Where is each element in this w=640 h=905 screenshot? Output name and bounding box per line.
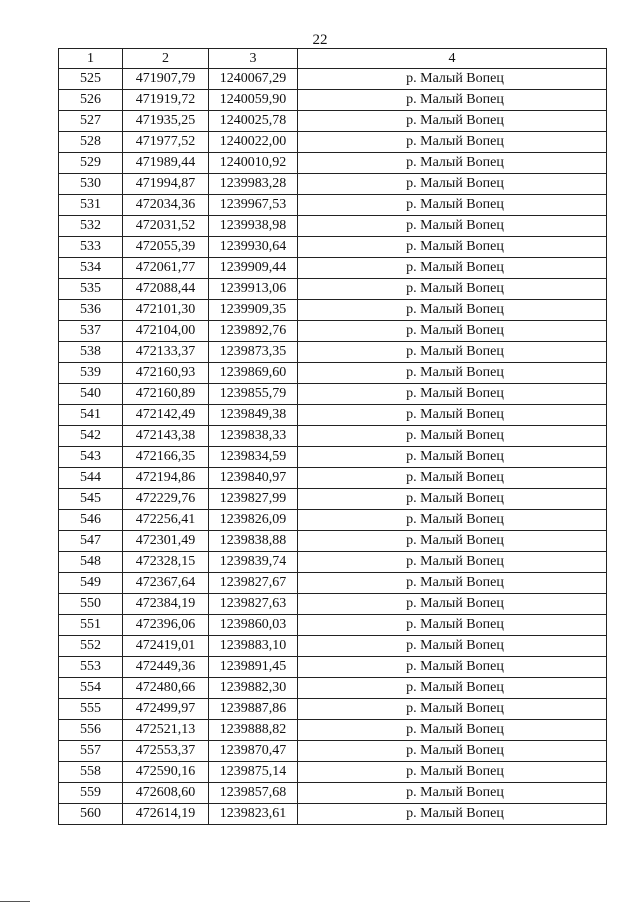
- location-name-cell: р. Малый Вопец: [298, 279, 607, 300]
- y-coordinate-cell: 1240022,00: [209, 132, 298, 153]
- header-row: [59, 49, 607, 69]
- y-coordinate-cell: 1239834,59: [209, 447, 298, 468]
- x-coordinate-cell: 472143,38: [123, 426, 209, 447]
- column-header-1: 1: [59, 49, 123, 69]
- point-number-cell: 560: [59, 804, 123, 825]
- point-number-cell: 541: [59, 405, 123, 426]
- point-number-cell: 538: [59, 342, 123, 363]
- y-coordinate-cell: 1240025,78: [209, 111, 298, 132]
- location-name-cell: р. Малый Вопец: [298, 594, 607, 615]
- y-coordinate-cell: 1239826,09: [209, 510, 298, 531]
- x-coordinate-cell: 472419,01: [123, 636, 209, 657]
- table-header: [59, 49, 607, 69]
- point-number-cell: 533: [59, 237, 123, 258]
- table-row: [59, 342, 607, 363]
- table-row: [59, 594, 607, 615]
- location-name-cell: р. Малый Вопец: [298, 258, 607, 279]
- table-row: [59, 153, 607, 174]
- location-name-cell: р. Малый Вопец: [298, 783, 607, 804]
- point-number-cell: 544: [59, 468, 123, 489]
- x-coordinate-cell: 472384,19: [123, 594, 209, 615]
- y-coordinate-cell: 1239888,82: [209, 720, 298, 741]
- location-name-cell: р. Малый Вопец: [298, 552, 607, 573]
- y-coordinate-cell: 1239849,38: [209, 405, 298, 426]
- location-name-cell: р. Малый Вопец: [298, 174, 607, 195]
- location-name-cell: р. Малый Вопец: [298, 111, 607, 132]
- x-coordinate-cell: 472256,41: [123, 510, 209, 531]
- x-coordinate-cell: 472160,89: [123, 384, 209, 405]
- y-coordinate-cell: 1239887,86: [209, 699, 298, 720]
- y-coordinate-cell: 1240067,29: [209, 69, 298, 90]
- y-coordinate-cell: 1239827,63: [209, 594, 298, 615]
- point-number-cell: 528: [59, 132, 123, 153]
- point-number-cell: 525: [59, 69, 123, 90]
- location-name-cell: р. Малый Вопец: [298, 531, 607, 552]
- point-number-cell: 532: [59, 216, 123, 237]
- x-coordinate-cell: 472499,97: [123, 699, 209, 720]
- location-name-cell: р. Малый Вопец: [298, 804, 607, 825]
- x-coordinate-cell: 472061,77: [123, 258, 209, 279]
- point-number-cell: 534: [59, 258, 123, 279]
- point-number-cell: 530: [59, 174, 123, 195]
- x-coordinate-cell: 472160,93: [123, 363, 209, 384]
- point-number-cell: 551: [59, 615, 123, 636]
- y-coordinate-cell: 1239883,10: [209, 636, 298, 657]
- point-number-cell: 550: [59, 594, 123, 615]
- location-name-cell: р. Малый Вопец: [298, 363, 607, 384]
- column-header-3: 3: [209, 49, 298, 69]
- y-coordinate-cell: 1240059,90: [209, 90, 298, 111]
- table-row: [59, 405, 607, 426]
- table-row: [59, 468, 607, 489]
- point-number-cell: 558: [59, 762, 123, 783]
- x-coordinate-cell: 472367,64: [123, 573, 209, 594]
- point-number-cell: 553: [59, 657, 123, 678]
- table-row: [59, 783, 607, 804]
- y-coordinate-cell: 1239823,61: [209, 804, 298, 825]
- location-name-cell: р. Малый Вопец: [298, 342, 607, 363]
- y-coordinate-cell: 1239838,88: [209, 531, 298, 552]
- y-coordinate-cell: 1239913,06: [209, 279, 298, 300]
- y-coordinate-cell: 1239860,03: [209, 615, 298, 636]
- scan-edge-mark: [0, 901, 30, 902]
- y-coordinate-cell: 1239938,98: [209, 216, 298, 237]
- point-number-cell: 554: [59, 678, 123, 699]
- table-row: [59, 615, 607, 636]
- table-row: [59, 69, 607, 90]
- x-coordinate-cell: 472328,15: [123, 552, 209, 573]
- y-coordinate-cell: 1239827,67: [209, 573, 298, 594]
- table-body: [59, 69, 607, 825]
- column-header-4: 4: [298, 49, 607, 69]
- point-number-cell: 543: [59, 447, 123, 468]
- y-coordinate-cell: 1239909,44: [209, 258, 298, 279]
- table-row: [59, 531, 607, 552]
- location-name-cell: р. Малый Вопец: [298, 90, 607, 111]
- location-name-cell: р. Малый Вопец: [298, 678, 607, 699]
- x-coordinate-cell: 472104,00: [123, 321, 209, 342]
- table-row: [59, 384, 607, 405]
- y-coordinate-cell: 1239869,60: [209, 363, 298, 384]
- table-row: [59, 237, 607, 258]
- x-coordinate-cell: 472166,35: [123, 447, 209, 468]
- x-coordinate-cell: 472396,06: [123, 615, 209, 636]
- x-coordinate-cell: 472142,49: [123, 405, 209, 426]
- table-row: [59, 762, 607, 783]
- x-coordinate-cell: 472194,86: [123, 468, 209, 489]
- y-coordinate-cell: 1240010,92: [209, 153, 298, 174]
- table-row: [59, 657, 607, 678]
- location-name-cell: р. Малый Вопец: [298, 195, 607, 216]
- y-coordinate-cell: 1239855,79: [209, 384, 298, 405]
- location-name-cell: р. Малый Вопец: [298, 489, 607, 510]
- table-row: [59, 552, 607, 573]
- point-number-cell: 537: [59, 321, 123, 342]
- column-header-2: 2: [123, 49, 209, 69]
- x-coordinate-cell: 471907,79: [123, 69, 209, 90]
- x-coordinate-cell: 471989,44: [123, 153, 209, 174]
- location-name-cell: р. Малый Вопец: [298, 636, 607, 657]
- location-name-cell: р. Малый Вопец: [298, 741, 607, 762]
- y-coordinate-cell: 1239857,68: [209, 783, 298, 804]
- table-row: [59, 90, 607, 111]
- x-coordinate-cell: 472608,60: [123, 783, 209, 804]
- point-number-cell: 549: [59, 573, 123, 594]
- location-name-cell: р. Малый Вопец: [298, 447, 607, 468]
- x-coordinate-cell: 472229,76: [123, 489, 209, 510]
- location-name-cell: р. Малый Вопец: [298, 468, 607, 489]
- table-row: [59, 321, 607, 342]
- x-coordinate-cell: 472055,39: [123, 237, 209, 258]
- y-coordinate-cell: 1239873,35: [209, 342, 298, 363]
- table-row: [59, 216, 607, 237]
- location-name-cell: р. Малый Вопец: [298, 615, 607, 636]
- x-coordinate-cell: 471994,87: [123, 174, 209, 195]
- page-number: 22: [312, 32, 328, 48]
- point-number-cell: 531: [59, 195, 123, 216]
- point-number-cell: 545: [59, 489, 123, 510]
- x-coordinate-cell: 472133,37: [123, 342, 209, 363]
- y-coordinate-cell: 1239967,53: [209, 195, 298, 216]
- x-coordinate-cell: 472031,52: [123, 216, 209, 237]
- y-coordinate-cell: 1239839,74: [209, 552, 298, 573]
- point-number-cell: 555: [59, 699, 123, 720]
- table-row: [59, 258, 607, 279]
- point-number-cell: 542: [59, 426, 123, 447]
- location-name-cell: р. Малый Вопец: [298, 657, 607, 678]
- point-number-cell: 548: [59, 552, 123, 573]
- x-coordinate-cell: 471919,72: [123, 90, 209, 111]
- table-row: [59, 636, 607, 657]
- location-name-cell: р. Малый Вопец: [298, 573, 607, 594]
- y-coordinate-cell: 1239870,47: [209, 741, 298, 762]
- y-coordinate-cell: 1239909,35: [209, 300, 298, 321]
- location-name-cell: р. Малый Вопец: [298, 153, 607, 174]
- location-name-cell: р. Малый Вопец: [298, 762, 607, 783]
- x-coordinate-cell: 471935,25: [123, 111, 209, 132]
- point-number-cell: 546: [59, 510, 123, 531]
- location-name-cell: р. Малый Вопец: [298, 300, 607, 321]
- coordinates-table: [58, 48, 607, 825]
- y-coordinate-cell: 1239891,45: [209, 657, 298, 678]
- table-row: [59, 678, 607, 699]
- table-row: [59, 132, 607, 153]
- x-coordinate-cell: 472301,49: [123, 531, 209, 552]
- point-number-cell: 535: [59, 279, 123, 300]
- location-name-cell: р. Малый Вопец: [298, 216, 607, 237]
- x-coordinate-cell: 472553,37: [123, 741, 209, 762]
- y-coordinate-cell: 1239930,64: [209, 237, 298, 258]
- x-coordinate-cell: 472480,66: [123, 678, 209, 699]
- location-name-cell: р. Малый Вопец: [298, 426, 607, 447]
- location-name-cell: р. Малый Вопец: [298, 720, 607, 741]
- table-row: [59, 426, 607, 447]
- x-coordinate-cell: 472614,19: [123, 804, 209, 825]
- y-coordinate-cell: 1239875,14: [209, 762, 298, 783]
- point-number-cell: 556: [59, 720, 123, 741]
- location-name-cell: р. Малый Вопец: [298, 510, 607, 531]
- x-coordinate-cell: 472590,16: [123, 762, 209, 783]
- table-row: [59, 174, 607, 195]
- y-coordinate-cell: 1239892,76: [209, 321, 298, 342]
- point-number-cell: 529: [59, 153, 123, 174]
- table-row: [59, 363, 607, 384]
- table-row: [59, 111, 607, 132]
- table-row: [59, 489, 607, 510]
- location-name-cell: р. Малый Вопец: [298, 384, 607, 405]
- point-number-cell: 526: [59, 90, 123, 111]
- table-row: [59, 573, 607, 594]
- y-coordinate-cell: 1239983,28: [209, 174, 298, 195]
- table-row: [59, 279, 607, 300]
- point-number-cell: 559: [59, 783, 123, 804]
- point-number-cell: 540: [59, 384, 123, 405]
- table-row: [59, 447, 607, 468]
- y-coordinate-cell: 1239838,33: [209, 426, 298, 447]
- y-coordinate-cell: 1239840,97: [209, 468, 298, 489]
- x-coordinate-cell: 472449,36: [123, 657, 209, 678]
- location-name-cell: р. Малый Вопец: [298, 69, 607, 90]
- point-number-cell: 552: [59, 636, 123, 657]
- table-row: [59, 699, 607, 720]
- x-coordinate-cell: 471977,52: [123, 132, 209, 153]
- location-name-cell: р. Малый Вопец: [298, 132, 607, 153]
- table-row: [59, 195, 607, 216]
- table-row: [59, 300, 607, 321]
- x-coordinate-cell: 472034,36: [123, 195, 209, 216]
- point-number-cell: 527: [59, 111, 123, 132]
- location-name-cell: р. Малый Вопец: [298, 321, 607, 342]
- x-coordinate-cell: 472521,13: [123, 720, 209, 741]
- y-coordinate-cell: 1239827,99: [209, 489, 298, 510]
- location-name-cell: р. Малый Вопец: [298, 237, 607, 258]
- x-coordinate-cell: 472101,30: [123, 300, 209, 321]
- point-number-cell: 536: [59, 300, 123, 321]
- y-coordinate-cell: 1239882,30: [209, 678, 298, 699]
- location-name-cell: р. Малый Вопец: [298, 699, 607, 720]
- location-name-cell: р. Малый Вопец: [298, 405, 607, 426]
- point-number-cell: 557: [59, 741, 123, 762]
- point-number-cell: 539: [59, 363, 123, 384]
- table-row: [59, 741, 607, 762]
- table-row: [59, 720, 607, 741]
- point-number-cell: 547: [59, 531, 123, 552]
- table-row: [59, 804, 607, 825]
- table-row: [59, 510, 607, 531]
- x-coordinate-cell: 472088,44: [123, 279, 209, 300]
